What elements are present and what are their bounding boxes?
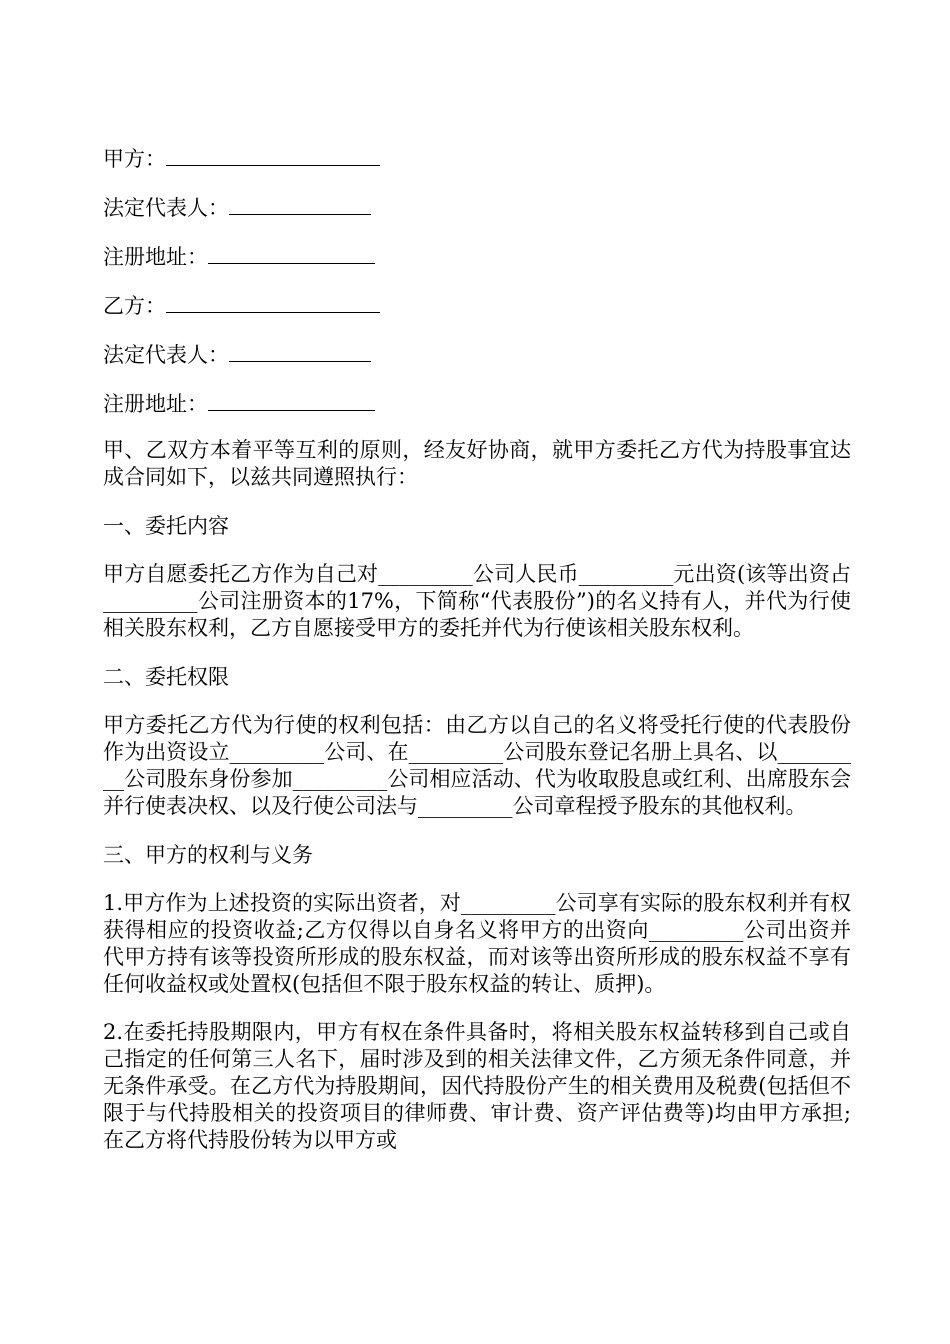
- contract-page: [103, 143, 851, 1175]
- section-1-paragraph: 甲方自愿委托乙方作为自己对_________公司人民币_________元出资(该等出资占_________公司注册资本的17%，下简称“代表股份”)的名义持有人，并代为行使相关股东权利，乙方自愿接受甲方的委托并代为行使该相关股东权利。: [103, 562, 851, 640]
- section-2-heading: 二、委托权限: [103, 665, 229, 689]
- party-a-address-label: 注册地址：: [103, 245, 208, 269]
- section-2-paragraph: 甲方委托乙方代为行使的权利包括：由乙方以自己的名义将受托行使的代表股份作为出资设立_________公司、在_________公司股东登记名册上具名、以_________公司股东身份参加_________公司相应活动、代为收取股息或红利、出席股东会并行使表决权、以及行使公司法与_________公司章程授予股东的其他权利。: [103, 713, 851, 818]
- party-b-representative-label: 法定代表人：: [103, 343, 229, 367]
- party-a-name-line: [103, 143, 851, 171]
- party-a-representative-blank: [229, 192, 371, 215]
- party-b-representative-blank: [229, 339, 371, 362]
- party-a-address-blank: [208, 241, 375, 264]
- party-a-representative-label: 法定代表人：: [103, 196, 229, 220]
- party-b-label: 乙方：: [103, 294, 166, 318]
- section-3-heading: 三、甲方的权利与义务: [103, 843, 313, 867]
- party-a-address-line: [103, 241, 851, 269]
- intro-paragraph: 甲、乙双方本着平等互利的原则，经友好协商，就甲方委托乙方代为持股事宜达成合同如下，以兹共同遵照执行：: [103, 438, 851, 489]
- party-b-address-blank: [208, 388, 375, 411]
- party-a-label: 甲方：: [103, 147, 166, 171]
- section-3-clause-1: 1.甲方作为上述投资的实际出资者，对_________公司享有实际的股东权利并有权获得相应的投资收益;乙方仅得以自身名义将甲方的出资向_________公司出资并代甲方持有该等投资所形成的股东权益，而对该等出资所形成的股东权益不享有任何收益权或处置权(包括但不限于股东权益的转让、质押)。: [103, 891, 851, 996]
- party-b-name-line: [103, 290, 851, 318]
- party-b-address-line: [103, 388, 851, 416]
- section-1-heading: 一、委托内容: [103, 514, 229, 538]
- party-b-representative-line: [103, 339, 851, 367]
- party-a-name-blank: [166, 143, 380, 166]
- section-3-clause-2: 2.在委托持股期限内，甲方有权在条件具备时，将相关股东权益转移到自己或自己指定的任何第三人名下，届时涉及到的相关法律文件，乙方须无条件同意，并无条件承受。在乙方代为持股期间，因代持股份产生的相关费用及税费(包括但不限于与代持股相关的投资项目的律师费、审计费、资产评估费等)均由甲方承担;在乙方将代持股份转为以甲方或: [103, 1020, 851, 1152]
- party-b-name-blank: [166, 290, 380, 313]
- party-b-address-label: 注册地址：: [103, 392, 208, 416]
- party-a-representative-line: [103, 192, 851, 220]
